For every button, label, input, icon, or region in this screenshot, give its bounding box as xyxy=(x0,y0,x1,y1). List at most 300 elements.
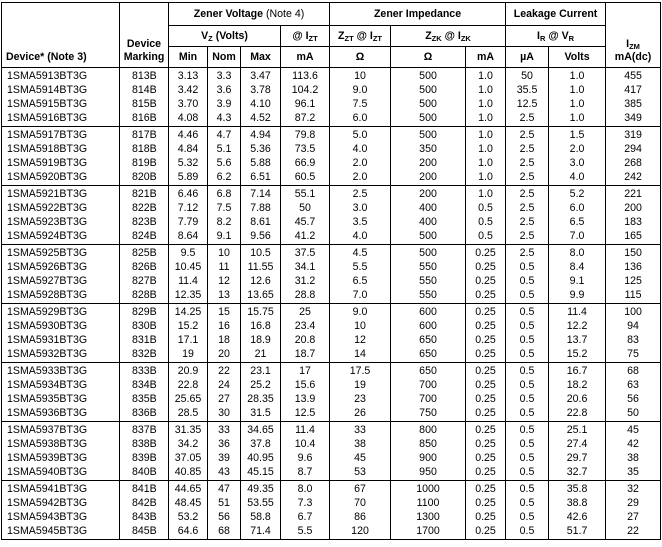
cell-marking: 818B xyxy=(120,142,169,156)
cell-vr: 12.2 xyxy=(549,319,606,333)
cell-zzk: 500 xyxy=(391,229,466,245)
cell-vz-max: 37.8 xyxy=(241,437,281,451)
cell-zzt: 5.0 xyxy=(330,127,391,143)
cell-zzk: 350 xyxy=(391,142,466,156)
table-row xyxy=(2,319,661,333)
cell-zzk: 750 xyxy=(391,406,466,422)
cell-device: 1SMA5919BT3G xyxy=(2,156,120,170)
cell-ir: 2.5 xyxy=(506,142,549,156)
cell-vz-min: 3.70 xyxy=(169,97,208,111)
cell-vr: 16.7 xyxy=(549,363,606,379)
cell-marking: 819B xyxy=(120,156,169,170)
table-row xyxy=(2,68,661,84)
cell-vz-min: 12.35 xyxy=(169,288,208,304)
cell-izm: 83 xyxy=(606,333,661,347)
cell-izt: 5.5 xyxy=(281,524,330,540)
cell-marking: 814B xyxy=(120,83,169,97)
cell-izm: 242 xyxy=(606,170,661,186)
cell-vz-nom: 15 xyxy=(208,304,241,320)
cell-vz-max: 5.36 xyxy=(241,142,281,156)
cell-vz-min: 5.32 xyxy=(169,156,208,170)
cell-device: 1SMA5933BT3G xyxy=(2,363,120,379)
cell-vz-min: 10.45 xyxy=(169,260,208,274)
cell-zzk: 550 xyxy=(391,260,466,274)
cell-vr: 15.2 xyxy=(549,347,606,363)
izm-header: $I_{ZM}$ mA(dc) xyxy=(606,3,661,68)
cell-ir: 35.5 xyxy=(506,83,549,97)
ir-unit-header: µA xyxy=(506,47,549,68)
cell-device: 1SMA5943BT3G xyxy=(2,510,120,524)
cell-device: 1SMA5942BT3G xyxy=(2,496,120,510)
cell-vz-nom: 7.5 xyxy=(208,201,241,215)
table-row xyxy=(2,97,661,111)
table-row xyxy=(2,304,661,320)
cell-ir: 0.5 xyxy=(506,333,549,347)
cell-ir: 0.5 xyxy=(506,392,549,406)
cell-vz-min: 3.13 xyxy=(169,68,208,84)
cell-zzk: 500 xyxy=(391,245,466,261)
cell-ir: 2.5 xyxy=(506,127,549,143)
cell-izm: 22 xyxy=(606,524,661,540)
cell-marking: 836B xyxy=(120,406,169,422)
cell-vz-min: 37.05 xyxy=(169,451,208,465)
cell-vz-max: 11.55 xyxy=(241,260,281,274)
cell-zzk: 850 xyxy=(391,437,466,451)
cell-marking: 821B xyxy=(120,186,169,202)
cell-zzk: 500 xyxy=(391,111,466,127)
cell-vz-nom: 4.3 xyxy=(208,111,241,127)
cell-ir: 2.5 xyxy=(506,186,549,202)
cell-zzk: 200 xyxy=(391,156,466,170)
cell-zzt: 4.5 xyxy=(330,245,391,261)
cell-izm: 100 xyxy=(606,304,661,320)
cell-zzt: 2.0 xyxy=(330,156,391,170)
cell-zzt: 3.0 xyxy=(330,201,391,215)
table-row xyxy=(2,347,661,363)
cell-marking: 816B xyxy=(120,111,169,127)
cell-izt: 50 xyxy=(281,201,330,215)
table-row xyxy=(2,186,661,202)
cell-vr: 35.8 xyxy=(549,481,606,497)
cell-device: 1SMA5914BT3G xyxy=(2,83,120,97)
cell-vr: 8.0 xyxy=(549,245,606,261)
cell-vz-max: 7.14 xyxy=(241,186,281,202)
cell-vz-nom: 36 xyxy=(208,437,241,451)
zener-voltage-title: Zener Voltage xyxy=(193,8,264,20)
cell-vz-nom: 20 xyxy=(208,347,241,363)
cell-vr: 51.7 xyxy=(549,524,606,540)
cell-izk: 1.0 xyxy=(466,142,506,156)
cell-ir: 2.5 xyxy=(506,201,549,215)
table-row xyxy=(2,510,661,524)
cell-ir: 0.5 xyxy=(506,260,549,274)
cell-vz-min: 44.65 xyxy=(169,481,208,497)
cell-vz-nom: 3.9 xyxy=(208,97,241,111)
cell-zzk: 1100 xyxy=(391,496,466,510)
cell-vz-max: 3.78 xyxy=(241,83,281,97)
cell-device: 1SMA5941BT3G xyxy=(2,481,120,497)
cell-marking: 834B xyxy=(120,378,169,392)
at-izt-header: @ $I_{ZT}$ xyxy=(281,26,330,47)
cell-vz-max: 25.2 xyxy=(241,378,281,392)
cell-zzk: 900 xyxy=(391,451,466,465)
cell-marking: 829B xyxy=(120,304,169,320)
cell-vz-max: 13.65 xyxy=(241,288,281,304)
cell-zzt: 3.5 xyxy=(330,215,391,229)
cell-vr: 42.6 xyxy=(549,510,606,524)
cell-vz-nom: 47 xyxy=(208,481,241,497)
cell-vz-min: 20.9 xyxy=(169,363,208,379)
cell-vz-min: 15.2 xyxy=(169,319,208,333)
cell-vz-max: 6.51 xyxy=(241,170,281,186)
cell-vz-nom: 8.2 xyxy=(208,215,241,229)
cell-vz-min: 64.6 xyxy=(169,524,208,540)
cell-device: 1SMA5935BT3G xyxy=(2,392,120,406)
cell-izk: 0.25 xyxy=(466,378,506,392)
cell-izm: 136 xyxy=(606,260,661,274)
nom-header: Nom xyxy=(208,47,241,68)
min-header: Min xyxy=(169,47,208,68)
cell-ir: 2.5 xyxy=(506,156,549,170)
cell-marking: 835B xyxy=(120,392,169,406)
cell-marking: 833B xyxy=(120,363,169,379)
cell-vr: 18.2 xyxy=(549,378,606,392)
cell-izt: 9.6 xyxy=(281,451,330,465)
cell-zzt: 5.5 xyxy=(330,260,391,274)
cell-vz-min: 11.4 xyxy=(169,274,208,288)
cell-device: 1SMA5917BT3G xyxy=(2,127,120,143)
cell-vz-min: 17.1 xyxy=(169,333,208,347)
cell-izk: 1.0 xyxy=(466,111,506,127)
cell-vr: 1.0 xyxy=(549,111,606,127)
cell-zzk: 650 xyxy=(391,363,466,379)
cell-izt: 55.1 xyxy=(281,186,330,202)
cell-vr: 9.1 xyxy=(549,274,606,288)
cell-ir: 2.5 xyxy=(506,229,549,245)
cell-izt: 20.8 xyxy=(281,333,330,347)
cell-vz-nom: 6.8 xyxy=(208,186,241,202)
cell-zzk: 1700 xyxy=(391,524,466,540)
izt-unit-header: mA xyxy=(281,47,330,68)
cell-vz-max: 21 xyxy=(241,347,281,363)
cell-vz-max: 4.94 xyxy=(241,127,281,143)
cell-vr: 22.8 xyxy=(549,406,606,422)
table-row xyxy=(2,201,661,215)
cell-izt: 28.8 xyxy=(281,288,330,304)
cell-vz-nom: 10 xyxy=(208,245,241,261)
cell-vr: 4.0 xyxy=(549,170,606,186)
cell-marking: 826B xyxy=(120,260,169,274)
cell-vz-max: 23.1 xyxy=(241,363,281,379)
cell-vz-nom: 27 xyxy=(208,392,241,406)
cell-vz-max: 31.5 xyxy=(241,406,281,422)
table-row xyxy=(2,451,661,465)
cell-izk: 0.25 xyxy=(466,304,506,320)
cell-zzt: 86 xyxy=(330,510,391,524)
table-body xyxy=(2,68,661,540)
cell-device: 1SMA5915BT3G xyxy=(2,97,120,111)
cell-vr: 27.4 xyxy=(549,437,606,451)
table-row xyxy=(2,83,661,97)
cell-zzt: 2.0 xyxy=(330,170,391,186)
cell-zzt: 14 xyxy=(330,347,391,363)
cell-izk: 0.25 xyxy=(466,465,506,481)
cell-vr: 32.7 xyxy=(549,465,606,481)
cell-izt: 87.2 xyxy=(281,111,330,127)
cell-vz-max: 28.35 xyxy=(241,392,281,406)
cell-zzt: 9.0 xyxy=(330,83,391,97)
cell-marking: 842B xyxy=(120,496,169,510)
cell-zzt: 70 xyxy=(330,496,391,510)
cell-zzt: 23 xyxy=(330,392,391,406)
cell-izm: 417 xyxy=(606,83,661,97)
cell-device: 1SMA5936BT3G xyxy=(2,406,120,422)
cell-vz-min: 31.35 xyxy=(169,422,208,438)
cell-vz-max: 12.6 xyxy=(241,274,281,288)
zzk-header: $Z_{ZK}$ @ $I_{ZK}$ xyxy=(391,26,506,47)
cell-ir: 0.5 xyxy=(506,274,549,288)
cell-marking: 825B xyxy=(120,245,169,261)
cell-marking: 845B xyxy=(120,524,169,540)
cell-device: 1SMA5928BT3G xyxy=(2,288,120,304)
cell-vz-max: 71.4 xyxy=(241,524,281,540)
cell-marking: 832B xyxy=(120,347,169,363)
cell-izm: 455 xyxy=(606,68,661,84)
cell-zzk: 950 xyxy=(391,465,466,481)
cell-device: 1SMA5927BT3G xyxy=(2,274,120,288)
cell-device: 1SMA5929BT3G xyxy=(2,304,120,320)
cell-vz-max: 16.8 xyxy=(241,319,281,333)
cell-ir: 0.5 xyxy=(506,347,549,363)
table-row xyxy=(2,245,661,261)
zener-voltage-header xyxy=(169,3,330,26)
cell-zzk: 1300 xyxy=(391,510,466,524)
cell-zzk: 1000 xyxy=(391,481,466,497)
cell-device: 1SMA5925BT3G xyxy=(2,245,120,261)
cell-vz-nom: 12 xyxy=(208,274,241,288)
cell-zzk: 200 xyxy=(391,186,466,202)
cell-marking: 838B xyxy=(120,437,169,451)
cell-izt: 12.5 xyxy=(281,406,330,422)
cell-zzk: 700 xyxy=(391,392,466,406)
cell-device: 1SMA5934BT3G xyxy=(2,378,120,392)
cell-vz-nom: 6.2 xyxy=(208,170,241,186)
cell-marking: 820B xyxy=(120,170,169,186)
cell-izt: 18.7 xyxy=(281,347,330,363)
cell-ir: 0.5 xyxy=(506,363,549,379)
cell-izm: 385 xyxy=(606,97,661,111)
cell-marking: 827B xyxy=(120,274,169,288)
cell-zzt: 4.0 xyxy=(330,229,391,245)
cell-vz-nom: 18 xyxy=(208,333,241,347)
cell-device: 1SMA5924BT3G xyxy=(2,229,120,245)
ir-header: $I_R$ @ $V_R$ xyxy=(506,26,606,47)
cell-izm: 349 xyxy=(606,111,661,127)
cell-zzk: 650 xyxy=(391,347,466,363)
cell-izm: 32 xyxy=(606,481,661,497)
cell-izm: 183 xyxy=(606,215,661,229)
cell-vz-min: 7.12 xyxy=(169,201,208,215)
cell-izm: 268 xyxy=(606,156,661,170)
cell-vz-max: 18.9 xyxy=(241,333,281,347)
cell-device: 1SMA5945BT3G xyxy=(2,524,120,540)
cell-izm: 35 xyxy=(606,465,661,481)
cell-izt: 25 xyxy=(281,304,330,320)
cell-marking: 813B xyxy=(120,68,169,84)
cell-vr: 2.0 xyxy=(549,142,606,156)
cell-izm: 294 xyxy=(606,142,661,156)
cell-izk: 1.0 xyxy=(466,83,506,97)
cell-vz-nom: 3.6 xyxy=(208,83,241,97)
cell-ir: 0.5 xyxy=(506,524,549,540)
cell-vz-max: 8.61 xyxy=(241,215,281,229)
cell-vz-nom: 5.1 xyxy=(208,142,241,156)
cell-vz-min: 48.45 xyxy=(169,496,208,510)
cell-izk: 0.25 xyxy=(466,524,506,540)
cell-izt: 7.3 xyxy=(281,496,330,510)
cell-izk: 0.25 xyxy=(466,496,506,510)
cell-vz-nom: 24 xyxy=(208,378,241,392)
cell-izm: 38 xyxy=(606,451,661,465)
cell-vz-min: 40.85 xyxy=(169,465,208,481)
cell-izk: 0.25 xyxy=(466,481,506,497)
cell-vr: 9.9 xyxy=(549,288,606,304)
table-row xyxy=(2,156,661,170)
cell-zzk: 600 xyxy=(391,304,466,320)
cell-izt: 60.5 xyxy=(281,170,330,186)
cell-vr: 25.1 xyxy=(549,422,606,438)
cell-device: 1SMA5931BT3G xyxy=(2,333,120,347)
cell-zzt: 67 xyxy=(330,481,391,497)
cell-ir: 0.5 xyxy=(506,406,549,422)
table-row xyxy=(2,437,661,451)
table-row xyxy=(2,465,661,481)
marking-header: Device Marking xyxy=(120,3,169,68)
cell-izt: 8.7 xyxy=(281,465,330,481)
cell-izk: 0.25 xyxy=(466,451,506,465)
cell-izm: 115 xyxy=(606,288,661,304)
cell-vz-nom: 56 xyxy=(208,510,241,524)
cell-vz-max: 5.88 xyxy=(241,156,281,170)
table-header xyxy=(2,3,661,68)
cell-zzt: 2.5 xyxy=(330,186,391,202)
cell-zzt: 6.0 xyxy=(330,111,391,127)
cell-device: 1SMA5921BT3G xyxy=(2,186,120,202)
cell-ir: 0.5 xyxy=(506,378,549,392)
cell-izk: 0.25 xyxy=(466,422,506,438)
cell-izk: 0.25 xyxy=(466,274,506,288)
cell-izk: 0.25 xyxy=(466,245,506,261)
cell-zzt: 120 xyxy=(330,524,391,540)
cell-vr: 1.0 xyxy=(549,68,606,84)
cell-izk: 0.25 xyxy=(466,319,506,333)
cell-vz-min: 5.89 xyxy=(169,170,208,186)
cell-marking: 837B xyxy=(120,422,169,438)
cell-vz-min: 9.5 xyxy=(169,245,208,261)
cell-ir: 0.5 xyxy=(506,422,549,438)
cell-vz-max: 34.65 xyxy=(241,422,281,438)
cell-vz-nom: 5.6 xyxy=(208,156,241,170)
cell-izk: 1.0 xyxy=(466,156,506,170)
cell-vz-nom: 22 xyxy=(208,363,241,379)
zzt-unit-header: Ω xyxy=(330,47,391,68)
cell-vz-max: 58.8 xyxy=(241,510,281,524)
cell-vr: 11.4 xyxy=(549,304,606,320)
cell-marking: 828B xyxy=(120,288,169,304)
cell-vr: 5.2 xyxy=(549,186,606,202)
table-row xyxy=(2,363,661,379)
izk-unit-header: mA xyxy=(466,47,506,68)
cell-vz-nom: 4.7 xyxy=(208,127,241,143)
cell-izm: 63 xyxy=(606,378,661,392)
cell-device: 1SMA5939BT3G xyxy=(2,451,120,465)
cell-izk: 0.25 xyxy=(466,392,506,406)
cell-vr: 8.4 xyxy=(549,260,606,274)
table-row xyxy=(2,288,661,304)
cell-zzt: 7.0 xyxy=(330,288,391,304)
cell-ir: 0.5 xyxy=(506,288,549,304)
cell-vz-nom: 43 xyxy=(208,465,241,481)
cell-zzk: 550 xyxy=(391,288,466,304)
table-row xyxy=(2,111,661,127)
cell-izt: 11.4 xyxy=(281,422,330,438)
cell-vz-max: 15.75 xyxy=(241,304,281,320)
cell-izm: 150 xyxy=(606,245,661,261)
cell-izm: 29 xyxy=(606,496,661,510)
cell-device: 1SMA5922BT3G xyxy=(2,201,120,215)
cell-izt: 17 xyxy=(281,363,330,379)
cell-izt: 73.5 xyxy=(281,142,330,156)
cell-vr: 29.7 xyxy=(549,451,606,465)
table-row xyxy=(2,142,661,156)
cell-ir: 0.5 xyxy=(506,481,549,497)
cell-vz-nom: 3.3 xyxy=(208,68,241,84)
cell-ir: 12.5 xyxy=(506,97,549,111)
cell-vz-max: 53.55 xyxy=(241,496,281,510)
cell-vr: 6.0 xyxy=(549,201,606,215)
cell-zzk: 650 xyxy=(391,333,466,347)
cell-ir: 0.5 xyxy=(506,304,549,320)
cell-vz-min: 53.2 xyxy=(169,510,208,524)
cell-izm: 125 xyxy=(606,274,661,288)
zener-voltage-note: (Note 4) xyxy=(265,8,305,20)
table-row xyxy=(2,260,661,274)
cell-zzk: 400 xyxy=(391,201,466,215)
table-row xyxy=(2,229,661,245)
cell-ir: 0.5 xyxy=(506,510,549,524)
table-row xyxy=(2,406,661,422)
cell-ir: 2.5 xyxy=(506,245,549,261)
cell-izk: 0.5 xyxy=(466,229,506,245)
cell-izm: 75 xyxy=(606,347,661,363)
cell-zzt: 10 xyxy=(330,68,391,84)
cell-zzk: 500 xyxy=(391,97,466,111)
cell-izm: 165 xyxy=(606,229,661,245)
cell-izt: 96.1 xyxy=(281,97,330,111)
cell-izt: 6.7 xyxy=(281,510,330,524)
cell-izt: 113.6 xyxy=(281,68,330,84)
table-row xyxy=(2,422,661,438)
cell-izm: 27 xyxy=(606,510,661,524)
zzk-unit-header: Ω xyxy=(391,47,466,68)
cell-device: 1SMA5916BT3G xyxy=(2,111,120,127)
cell-marking: 841B xyxy=(120,481,169,497)
table-row xyxy=(2,170,661,186)
cell-izm: 94 xyxy=(606,319,661,333)
cell-vz-min: 6.46 xyxy=(169,186,208,202)
cell-izm: 50 xyxy=(606,406,661,422)
cell-marking: 824B xyxy=(120,229,169,245)
